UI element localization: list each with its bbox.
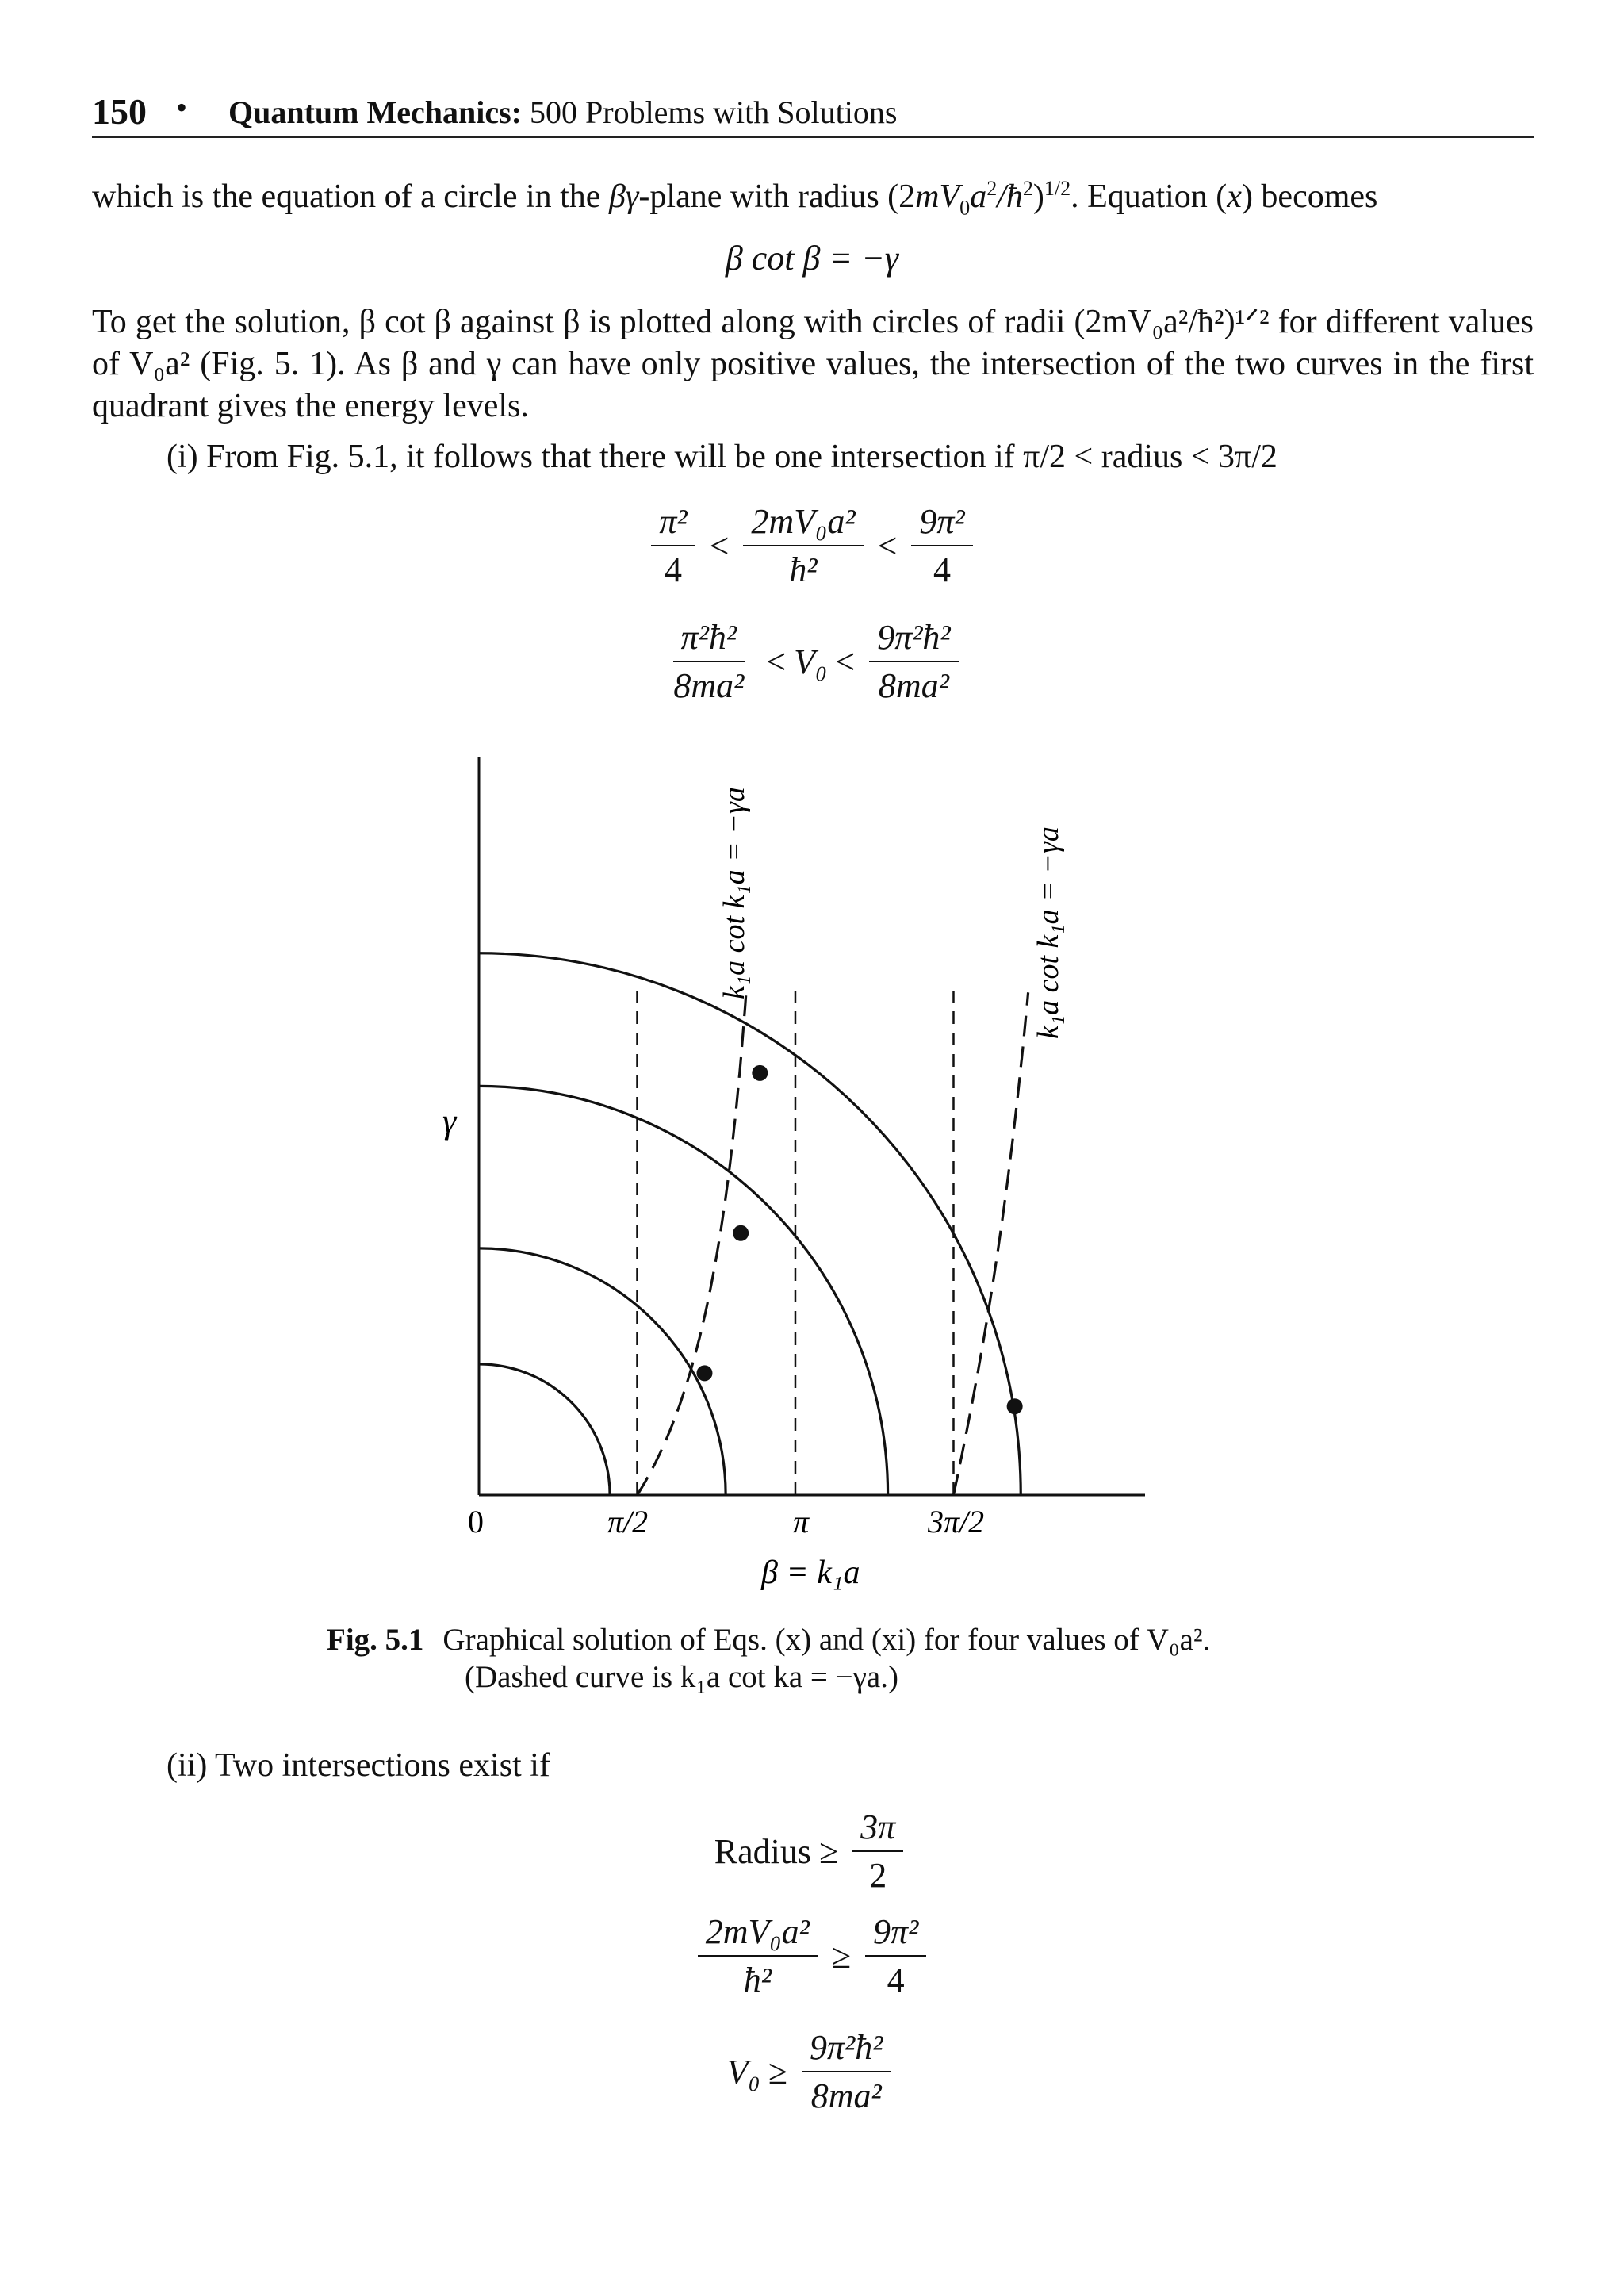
page-number: 150 bbox=[92, 91, 147, 132]
inequality-2: $\frac{\text{π²ħ²}}{\text{8ma²}}$ < V₀ < $\frac{\text{9π²ħ²}}{\text{8ma²}}$ bbox=[0, 617, 1624, 706]
paragraph-2: To get the solution, β cot β against β is plotted along with circles of radii (2mV₀a²/ħ²)¹ᐟ² for different values of V₀a² (Fig. 5. 1). As β and γ can have only positive values, the intersection of the two curves in the first quadrant gives the energy levels. bbox=[92, 304, 1534, 424]
intersection-point-2 bbox=[733, 1225, 749, 1241]
book-title: Quantum Mechanics: bbox=[228, 94, 522, 130]
tick-label-0: 0 bbox=[468, 1504, 484, 1539]
dashed-curve-1 bbox=[638, 994, 746, 1495]
circle-radius-4 bbox=[479, 953, 1021, 1495]
circle-radius-1 bbox=[479, 1364, 610, 1495]
curve-label-right: k₁a cot k₁a = −γa bbox=[1032, 826, 1065, 1039]
paragraph-3: (i) From Fig. 5.1, it follows that there will be one intersection if π/2 < radius < 3π/2 bbox=[167, 439, 1277, 475]
equation-beta-cot-beta: β cot β = −γ bbox=[725, 239, 899, 278]
circle-radius-2 bbox=[479, 1248, 726, 1495]
x-axis-label: β = k₁a bbox=[761, 1555, 860, 1591]
tick-label-pi: π bbox=[793, 1504, 810, 1539]
intersection-point-1 bbox=[696, 1365, 712, 1381]
tick-label-pi-half: π/2 bbox=[607, 1504, 649, 1539]
condition-radius: Radius ≥ $\frac{3\pi}{2}$ bbox=[0, 1807, 1624, 1896]
header-bullet: • bbox=[176, 90, 188, 125]
circle-radius-3 bbox=[479, 1086, 888, 1495]
inequality-1: $\frac{\text{π²}}{4}$ < $\frac{\text{2mV₀a²}}{\text{ħ²}}$ < $\frac{\text{9π²}}{4}$ bbox=[0, 501, 1624, 590]
figure-caption-line-2: (Dashed curve is k₁a cot ka = −γa.) bbox=[465, 1660, 898, 1694]
intersection-point-4 bbox=[1007, 1398, 1023, 1414]
y-axis-label: γ bbox=[442, 1102, 457, 1141]
dashed-curve-2 bbox=[954, 992, 1028, 1494]
condition-v0: V₀ ≥ $\frac{\text{9π²ħ²}}{\text{8ma²}}$ bbox=[0, 2027, 1624, 2116]
curve-label-left: k₁a cot k₁a = −γa bbox=[718, 787, 751, 999]
condition-energy: $\frac{\text{2mV₀a²}}{\text{ħ²}}$ ≥ $\frac{\text{9π²}}{4}$ bbox=[0, 1911, 1624, 2000]
paragraph-4: (ii) Two intersections exist if bbox=[167, 1747, 550, 1784]
tick-label-3pi-half: 3π/2 bbox=[928, 1504, 985, 1539]
figure-caption-label: Fig. 5.1 bbox=[327, 1623, 424, 1657]
paragraph-1: which is the equation of a circle in the βγ-plane with radius $(2mV_0a^2/ħ^2)^{1/2}$. Equation (x) becomes bbox=[92, 177, 1378, 220]
book-subtitle: 500 Problems with Solutions bbox=[530, 94, 898, 130]
figure-caption-line-1: Fig. 5.1 Graphical solution of Eqs. (x) and (xi) for four values of V₀a². bbox=[327, 1623, 1211, 1657]
intersection-point-3 bbox=[752, 1065, 768, 1081]
